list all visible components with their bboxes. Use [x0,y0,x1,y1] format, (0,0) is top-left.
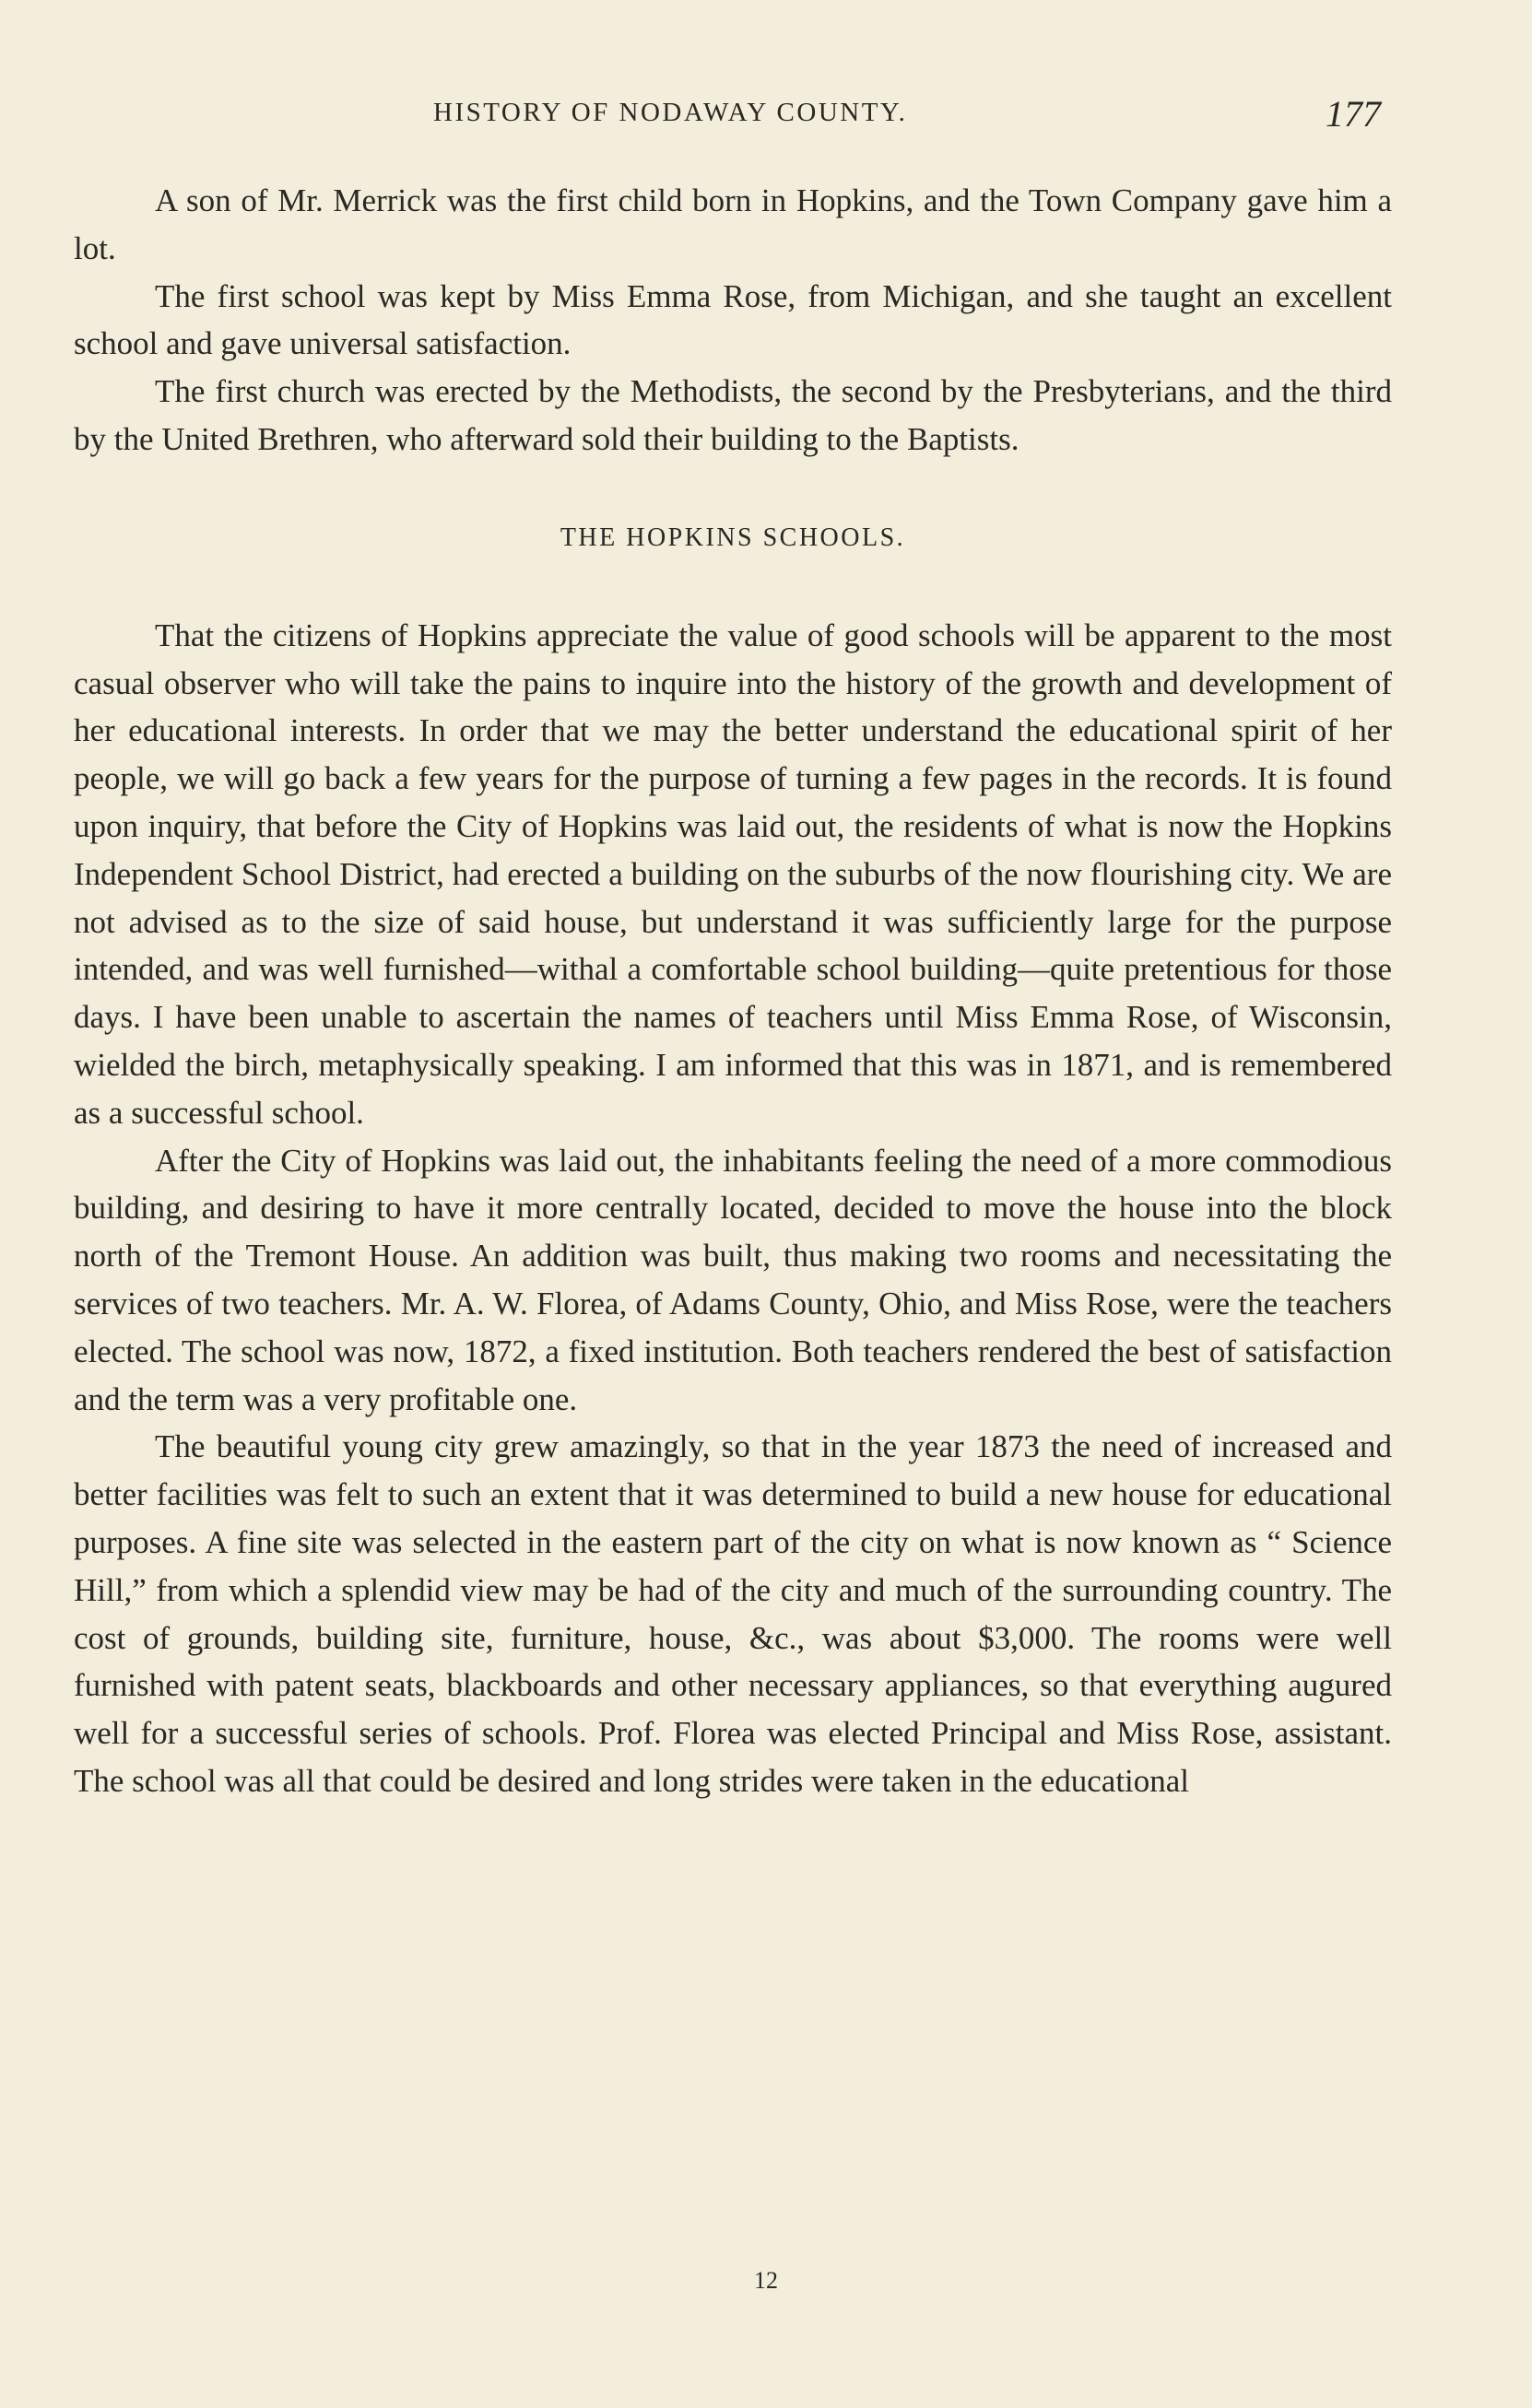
paragraph-first-school: The first school was kept by Miss Emma Rose, from Michigan, and she taught an excellent school and gave universal satisfaction. [74,277,1392,362]
signature-mark: 12 [754,2267,778,2294]
paragraph-merrick-son: A son of Mr. Merrick was the first child born in Hopkins, and the Town Company gave him a lot. [74,182,1392,266]
paragraph-citizens-schools: That the citizens of Hopkins appreciate the value of good schools will be apparent to the most casual observer who will take the pains to inquire into the history of the growth and development of her educational interests. In order that we may the better understand the educational spirit of her people, we will go back a few years for the purpose of turning a few pages in the records. It is found upon inquiry, that before the City of Hopkins was laid out, the residents of what is now the Hopkins Independent School District, had erected a building on the suburbs of the now flourishing city. We are not advised as to the size of said house, but understand it was sufficiently large for the purpose intended, and was well furnished—withal a comfortable school building—quite pretentious for those days. I have been unable to ascertain the names of teachers until Miss Emma Rose, of Wisconsin, wielded the birch, metaphysically speaking. I am informed that this was in 1871, and is remembered as a successful school. [74,617,1392,1131]
paragraph-young-city: The beautiful young city grew amazingly, so that in the year 1873 the need of increased and better facilities was felt to such an extent that it was determined to build a new house for educational purposes. A fine site was selected in the eastern part of the city on what is now known as “ Science Hill,” from which a splendid view may be had of the city and much of the surrounding country. The cost of grounds, building site, furniture, house, &c., was about $3,000. The rooms were well furnished with patent seats, blackboards and other necessary appliances, so that everything augured well for a successful series of schools. Prof. Florea was elected Principal and Miss Rose, assistant. The school was all that could be desired and long strides were taken in the educational [74,1428,1392,1799]
section-heading: THE HOPKINS SCHOOLS. [560,523,906,552]
running-head: HISTORY OF NODAWAY COUNTY. [433,98,908,127]
paragraph-first-church: The first church was erected by the Methodists, the second by the Presbyterians, and the third by the United Brethren, who afterward sold their building to the Baptists. [74,373,1392,457]
body-text [74,177,1392,1805]
paragraph-city-laid-out: After the City of Hopkins was laid out, the inhabitants feeling the need of a more commodious building, and desiring to have it more centrally located, decided to move the house into the block north of the Tremont House. An addition was built, thus making two rooms and necessitating the services of two teachers. Mr. A. W. Florea, of Adams County, Ohio, and Miss Rose, were the teachers elected. The school was now, 1872, a fixed institution. Both teachers rendered the best of satisfaction and the term was a very profitable one. [74,1142,1392,1417]
page-number: 177 [1326,93,1381,135]
page-header [74,92,1392,147]
